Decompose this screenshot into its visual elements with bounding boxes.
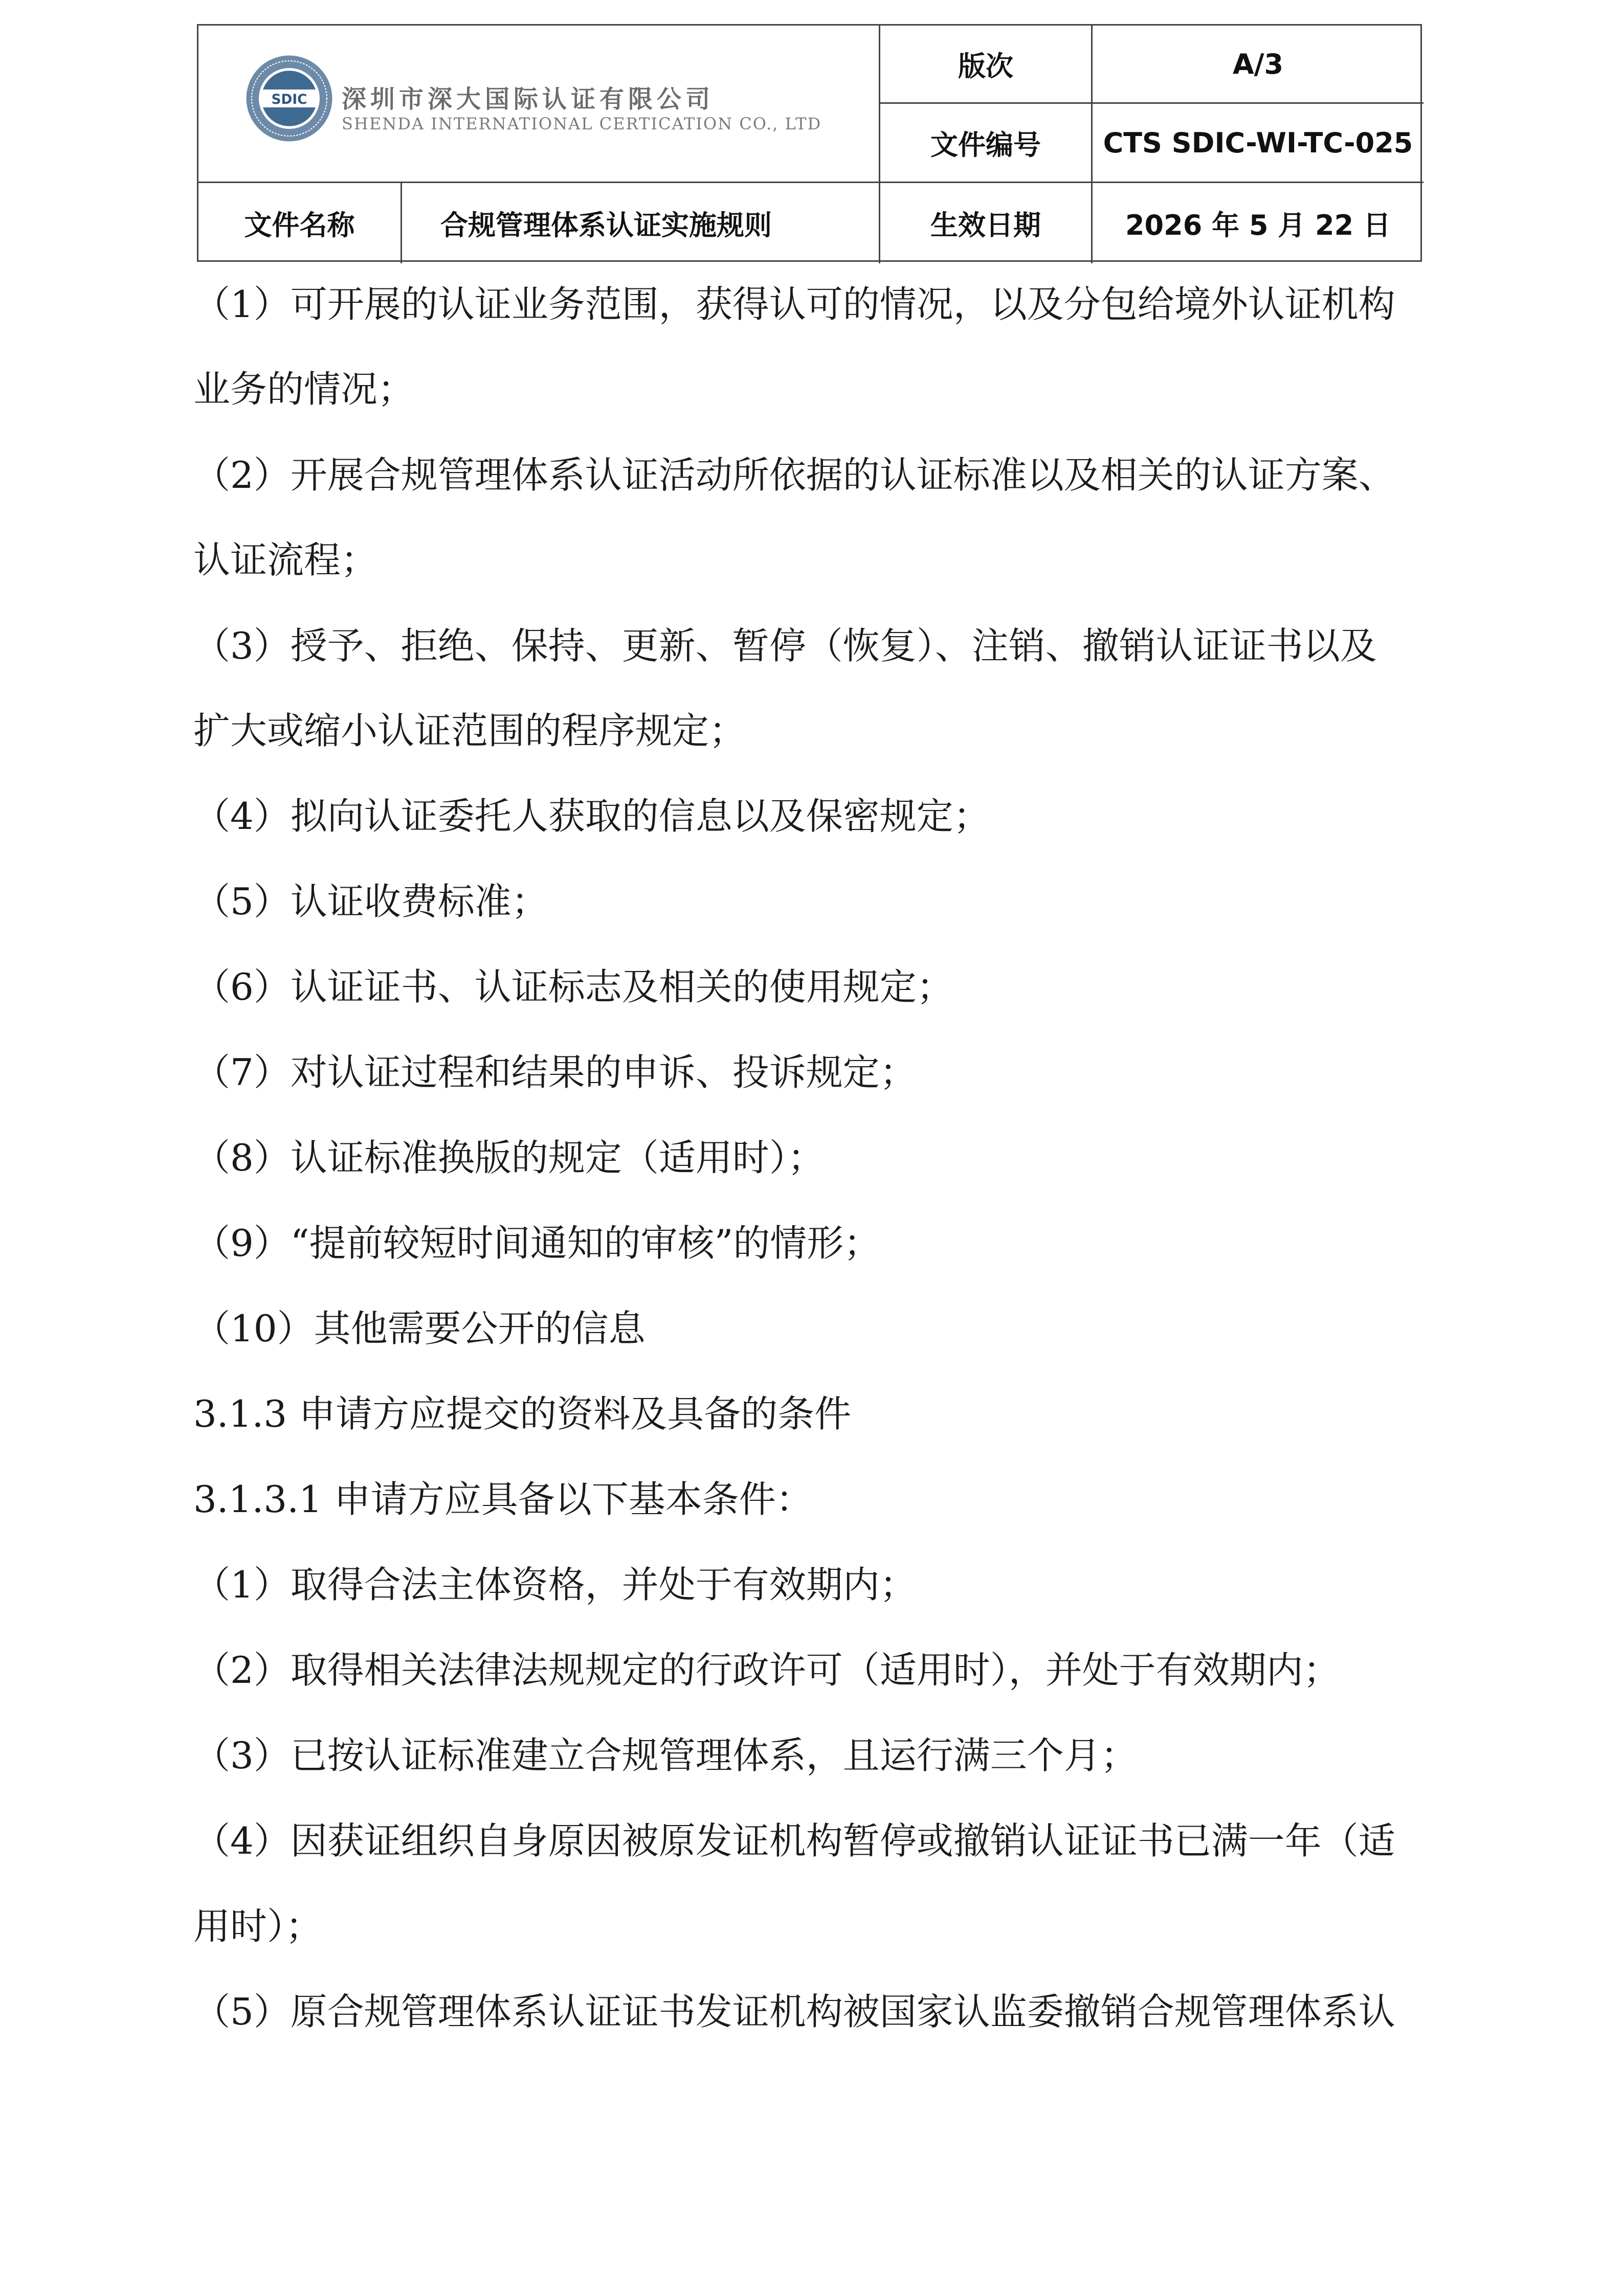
body-line: 业务的情况； xyxy=(193,368,415,411)
body-line: （2）开展合规管理体系认证活动所依据的认证标准以及相关的认证方案、 xyxy=(193,454,1395,497)
document-header-table xyxy=(197,24,1422,262)
logo-text: SDIC xyxy=(271,92,307,107)
body-line: （1）可开展的认证业务范围，获得认可的情况，以及分包给境外认证机构 xyxy=(193,283,1395,326)
company-logo xyxy=(244,54,822,176)
body-line: 用时）； xyxy=(193,1905,323,1948)
body-line: （5）认证收费标准； xyxy=(193,880,548,923)
edition-label: 版次 xyxy=(958,50,1013,82)
body-line: （7）对认证过程和结果的申诉、投诉规定； xyxy=(193,1051,917,1094)
doc-number-label: 文件编号 xyxy=(930,128,1041,161)
section-heading: 3.1.3 申请方应提交的资料及具备的条件 xyxy=(193,1392,852,1435)
subsection-heading: 3.1.3.1 申请方应具备以下基本条件： xyxy=(193,1478,813,1521)
doc-number-value: CTS SDIC-WI-TC-025 xyxy=(1103,126,1413,159)
effective-date-value: 2026 年 5 月 22 日 xyxy=(1125,209,1391,241)
edition-value: A/3 xyxy=(1232,48,1284,80)
body-line: （8）认证标准换版的规定（适用时）； xyxy=(193,1136,825,1179)
body-line: （4）拟向认证委托人获取的信息以及保密规定； xyxy=(193,795,990,838)
company-name-en: SHENDA INTERNATIONAL CERTICATION CO., LTD xyxy=(342,114,822,133)
body-line: （4）因获证组织自身原因被原发证机构暂停或撤销认证证书已满一年（适 xyxy=(193,1819,1395,1862)
doc-name-value: 合规管理体系认证实施规则 xyxy=(440,209,772,241)
body-line: （9）“提前较短时间通知的审核”的情形； xyxy=(193,1222,881,1265)
body-line: （10）其他需要公开的信息 xyxy=(193,1307,646,1350)
body-line: （3）授予、拒绝、保持、更新、暂停（恢复）、注销、撤销认证证书以及 xyxy=(193,624,1377,667)
body-line: （1）取得合法主体资格，并处于有效期内； xyxy=(193,1563,917,1606)
sdic-emblem-icon xyxy=(244,54,334,143)
company-name-cn: 深圳市深大国际认证有限公司 xyxy=(342,85,715,114)
body-line: 扩大或缩小认证范围的程序规定； xyxy=(193,709,746,752)
body-line: 认证流程； xyxy=(193,538,378,581)
body-line: （3）已按认证标准建立合规管理体系，且运行满三个月； xyxy=(193,1734,1138,1777)
effective-date-label: 生效日期 xyxy=(930,209,1041,241)
body-line: （5）原合规管理体系认证证书发证机构被国家认监委撤销合规管理体系认 xyxy=(193,1990,1395,2033)
doc-name-label: 文件名称 xyxy=(244,209,355,241)
body-line: （6）认证证书、认证标志及相关的使用规定； xyxy=(193,965,953,1008)
body-line: （2）取得相关法律法规规定的行政许可（适用时），并处于有效期内； xyxy=(193,1649,1340,1692)
